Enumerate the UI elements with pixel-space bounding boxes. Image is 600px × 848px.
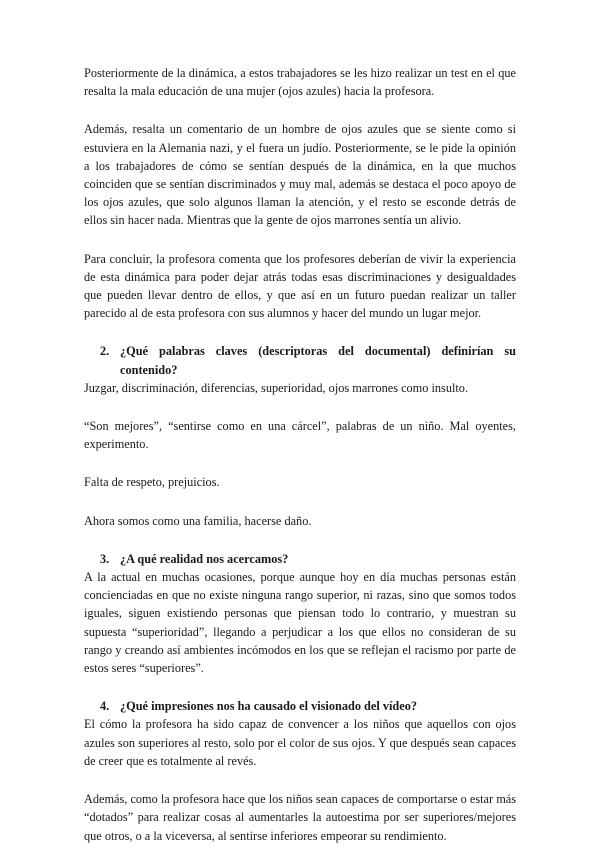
paragraph-intro-2: Además, resalta un comentario de un hombre de ojos azules que se siente como si estuviera en la Alemania nazi, y el fuera un judío. Posteriormente, se le pide la opinión a los trabajadores de cómo se sentían después de la dinámica, en la que muchos coinciden que se sentían discriminados y muy mal, además se destaca el poco apoyo de los ojos azules, que solo algunos llaman la atención, y el resto se esconde detrás de ellos sin hacer nada. Mientras que la gente de ojos marrones sentía un alivio. [84,122,516,228]
section-2-heading [84,342,516,378]
section-4-title: ¿Qué impresiones nos ha causado el visionado del vídeo? [120,699,417,714]
section-3-heading [84,550,516,568]
section-2-title: ¿Qué palabras claves (descriptoras del documental) definirían su contenido? [120,344,516,377]
paragraph-intro-1: Posteriormente de la dinámica, a estos trabajadores se les hizo realizar un test en el que resalta la mala educación de una mujer (ojos azules) hacia la profesora. [84,66,516,99]
section-2-paragraph-2: “Son mejores”, “sentirse como en una cárcel”, palabras de un niño. Mal oyentes, experimento. [84,419,516,452]
section-2-paragraph-3: Falta de respeto, prejuicios. [84,475,220,490]
section-4-paragraph-2: Además, como la profesora hace que los niños sean capaces de comportarse o estar más “dotados” para realizar cosas al aumentarles la autoestima por ser superiores/mejores que otros, o a la viceversa, al sentirse inferiores empeorar su rendimiento. [84,792,516,843]
section-4-heading [84,697,516,715]
section-3-paragraph-1: A la actual en muchas ocasiones, porque aunque hoy en día muchas personas están concienciadas en que no existe ninguna rango superior, ni razas, sino que somos todos iguales, siguen existiendo personas que piensan todo lo contrario, y muestran su supuesta “superioridad”, llegando a perjudicar a los que ellos no consideran de su rango y creando así ambientes incómodos en los que se reflejan el racismo por parte de estos seres “superiores”. [84,570,516,676]
paragraph-intro-3: Para concluir, la profesora comenta que los profesores deberían de vivir la experiencia de esta dinámica para poder dejar atrás todas esas discriminaciones y desigualdades que pueden llevar dentro de ellos, y que así en un futuro puedan realizar un taller parecido al de esta profesora con sus alumnos y hacer del mundo un lugar mejor. [84,251,516,321]
section-2-paragraph-4: Ahora somos como una familia, hacerse daño. [84,513,312,528]
section-3-title: ¿A qué realidad nos acercamos? [120,551,289,566]
section-2-paragraph-1: Juzgar, discriminación, diferencias, superioridad, ojos marrones como insulto. [84,380,469,395]
section-3-number: 3. [100,551,110,566]
section-4-paragraph-1: El cómo la profesora ha sido capaz de convencer a los niños que aquellos con ojos azules son superiores al resto, solo por el color de sus ojos. Y que después sean capaces de creer que es totalmente al revés. [84,717,516,768]
section-4-number: 4. [100,699,110,714]
section-2-number: 2. [100,344,110,359]
